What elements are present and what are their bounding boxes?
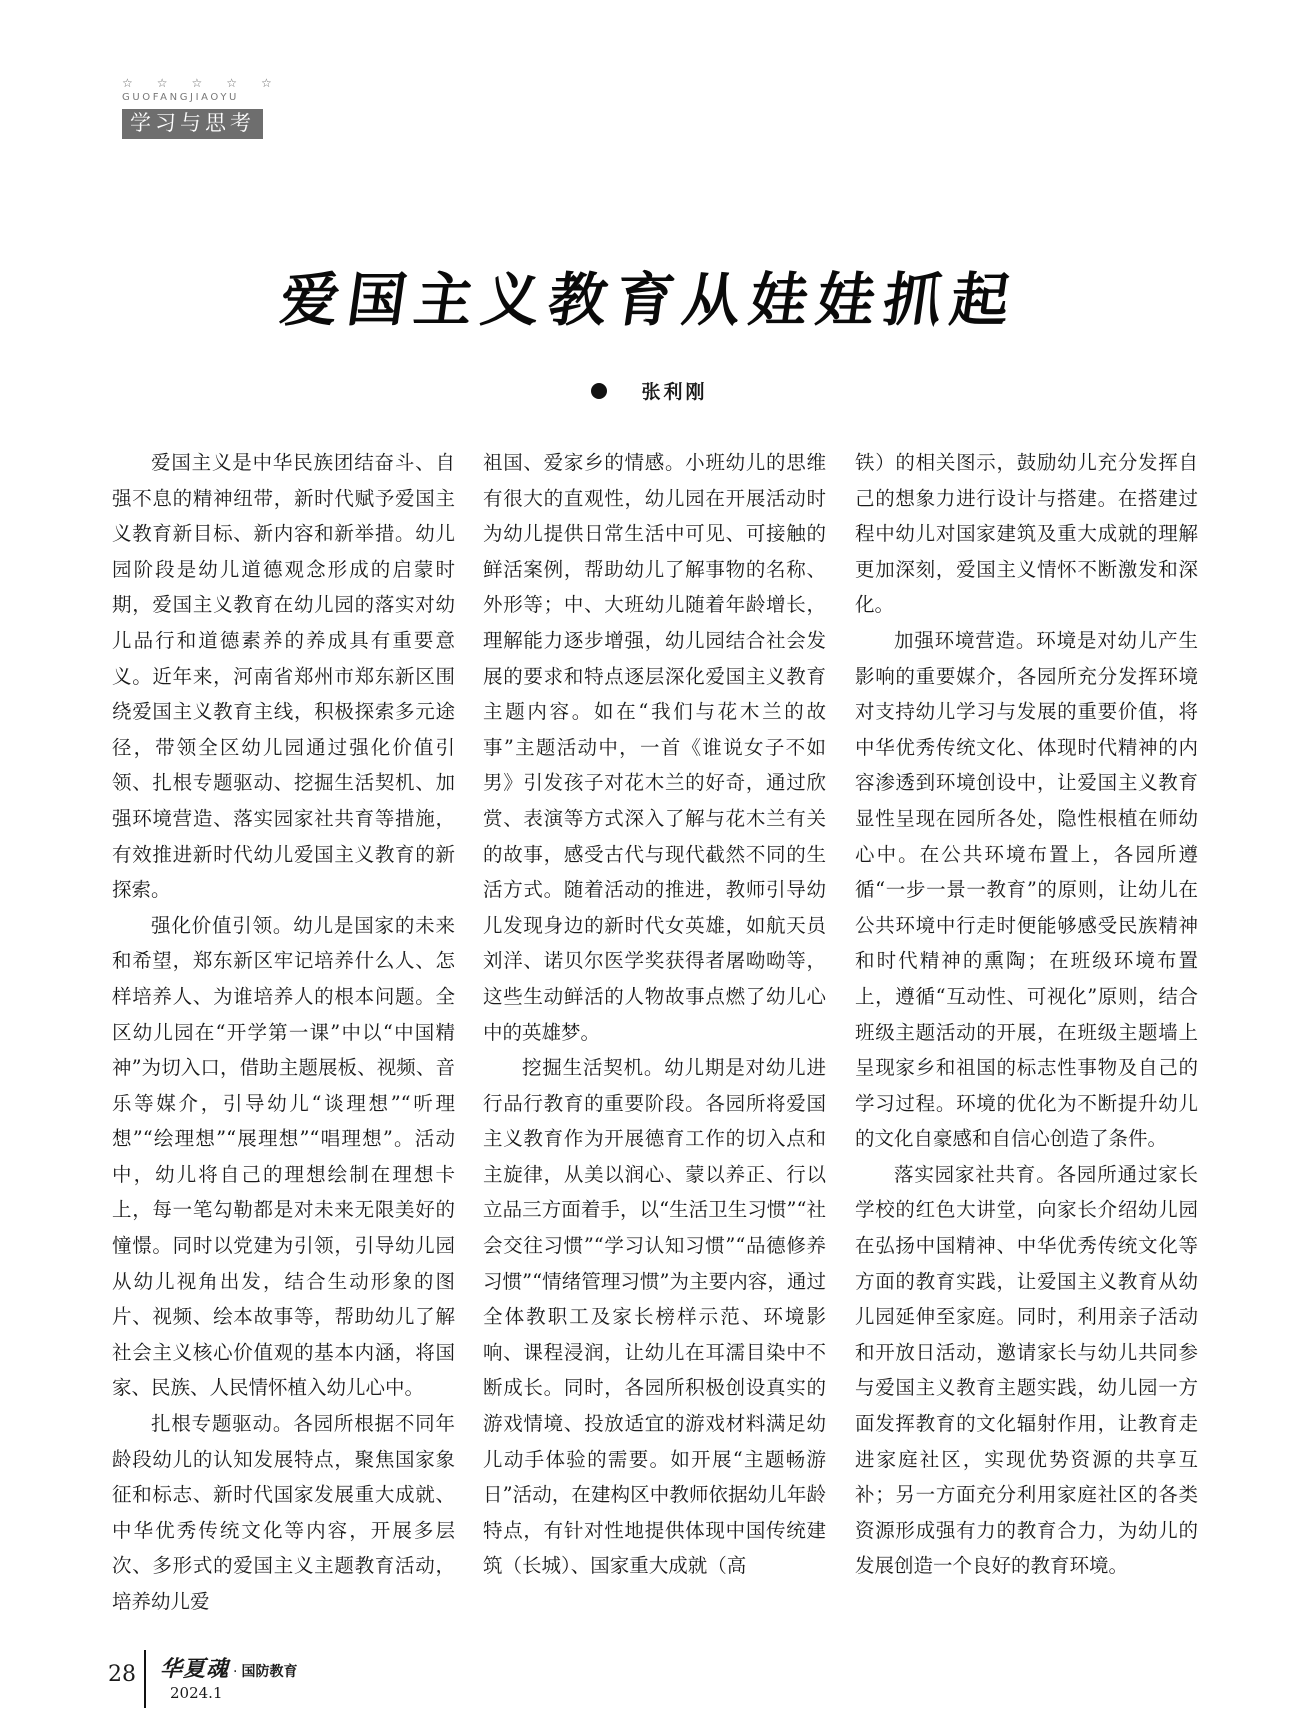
masthead	[122, 76, 302, 139]
text-column-2	[483, 445, 826, 1640]
paragraph: 强化价值引领。幼儿是国家的未来和希望，郑东新区牢记培养什么人、怎样培养人、为谁培养人的根本问题。全区幼儿园在“开学第一课”中以“中国精神”为切入口，借助主题展板、视频、音乐等媒介，引导幼儿“谈理想”“听理想”“绘理想”“展理想”“唱理想”。活动中，幼儿将自己的理想绘制在理想卡上，每一笔勾勒都是对未来无限美好的憧憬。同时以党建为引领，引导幼儿园从幼儿视角出发，结合生动形象的图片、视频、绘本故事等，帮助幼儿了解社会主义核心价值观的基本内涵，将国家、民族、人民情怀植入幼儿心中。	[112, 913, 455, 1400]
paragraph: 落实园家社共育。各园所通过家长学校的红色大讲堂，向家长介绍幼儿园在弘扬中国精神、中华优秀传统文化等方面的教育实践，让爱国主义教育从幼儿园延伸至家庭。同时，利用亲子活动和开放日活动，邀请家长与幼儿共同参与爱国主义教育主题实践，幼儿园一方面发挥教育的文化辐射作用，让教育走进家庭社区，实现优势资源的共享互补；另一方面充分利用家庭社区的各类资源形成强有力的教育合力，为幼儿的发展创造一个良好的教育环境。	[855, 1162, 1198, 1578]
issue-date: 2024.1	[170, 1684, 223, 1702]
page-footer	[108, 1650, 508, 1710]
footer-brand	[160, 1652, 297, 1683]
brand-logo: 华夏魂	[160, 1656, 230, 1682]
paragraph: 铁）的相关图示，鼓励幼儿充分发挥自己的想象力进行设计与搭建。在搭建过程中幼儿对国家建筑及重大成就的理解更加深刻，爱国主义情怀不断激发和深化。	[855, 451, 1198, 617]
paragraph: 扎根专题驱动。各园所根据不同年龄段幼儿的认知发展特点，聚焦国家象征和标志、新时代国家发展重大成就、中华优秀传统文化等内容，开展多层次、多形式的爱国主义主题教育活动，培养幼儿爱	[112, 1412, 455, 1613]
paragraph: 挖掘生活契机。幼儿期是对幼儿进行品行教育的重要阶段。各园所将爱国主义教育作为开展德育工作的切入点和主旋律，从美以润心、蒙以养正、行以立品三方面着手，以“生活卫生习惯”“社会交往习惯”“学习认知习惯”“品德修养习惯”“情绪管理习惯”为主要内容，通过全体教职工及家长榜样示范、环境影响、课程浸润，让幼儿在耳濡目染中不断成长。同时，各园所积极创设真实的游戏情境、投放适宜的游戏材料满足幼儿动手体验的需要。如开展“主题畅游日”活动，在建构区中教师依据幼儿年龄特点，有针对性地提供体现中国传统建筑（长城）、国家重大成就（高	[483, 1056, 826, 1578]
brand-separator: ·	[233, 1664, 238, 1680]
masthead-pinyin: GUOFANGJIAOYU	[122, 92, 239, 103]
text-column-3	[855, 445, 1198, 1640]
section-tag: 学习与思考	[122, 109, 263, 139]
footer-divider	[144, 1650, 146, 1708]
paragraph: 祖国、爱家乡的情感。小班幼儿的思维有很大的直观性，幼儿园在开展活动时为幼儿提供日常生活中可见、可接触的鲜活案例，帮助幼儿了解事物的名称、外形等；中、大班幼儿随着年龄增长，理解能力逐步增强，幼儿园结合社会发展的要求和特点逐层深化爱国主义教育主题内容。如在“我们与花木兰的故事”主题活动中，一首《谁说女子不如男》引发孩子对花木兰的好奇，通过欣赏、表演等方式深入了解与花木兰有关的故事，感受古代与现代截然不同的生活方式。随着活动的推进，教师引导幼儿发现身边的新时代女英雄，如航天员刘洋、诺贝尔医学奖获得者屠呦呦等，这些生动鲜活的人物故事点燃了幼儿心中的英雄梦。	[483, 451, 826, 1044]
magazine-name: 国防教育	[241, 1664, 298, 1680]
author-name: 张利刚	[641, 381, 708, 403]
bullet-dot-icon	[591, 383, 607, 399]
article-title: 爱国主义教育从娃娃抓起	[276, 266, 1023, 334]
star-icon-row: ☆☆☆☆☆	[122, 76, 296, 90]
page-number: 28	[108, 1662, 136, 1687]
paragraph: 爱国主义是中华民族团结奋斗、自强不息的精神纽带，新时代赋予爱国主义教育新目标、新内容和新举措。幼儿园阶段是幼儿道德观念形成的启蒙时期，爱国主义教育在幼儿园的落实对幼儿品行和道德素养的养成具有重要意义。近年来，河南省郑州市郑东新区围绕爱国主义教育主线，积极探索多元途径，带领全区幼儿园通过强化价值引领、扎根专题驱动、挖掘生活契机、加强环境营造、落实园家社共育等措施，有效推进新时代幼儿爱国主义教育的新探索。	[112, 451, 455, 902]
paragraph: 加强环境营造。环境是对幼儿产生影响的重要媒介，各园所充分发挥环境对支持幼儿学习与发展的重要价值，将中华优秀传统文化、体现时代精神的内容渗透到环境创设中，让爱国主义教育显性呈现在园所各处，隐性根植在师幼心中。在公共环境布置上，各园所遵循“一步一景一教育”的原则，让幼儿在公共环境中行走时便能够感受民族精神和时代精神的熏陶；在班级环境布置上，遵循“互动性、可视化”原则，结合班级主题活动的开展，在班级主题墙上呈现家乡和祖国的标志性事物及自己的学习过程。环境的优化为不断提升幼儿的文化自豪感和自信心创造了条件。	[855, 628, 1198, 1151]
text-column-1	[112, 445, 455, 1640]
byline	[0, 380, 1299, 404]
